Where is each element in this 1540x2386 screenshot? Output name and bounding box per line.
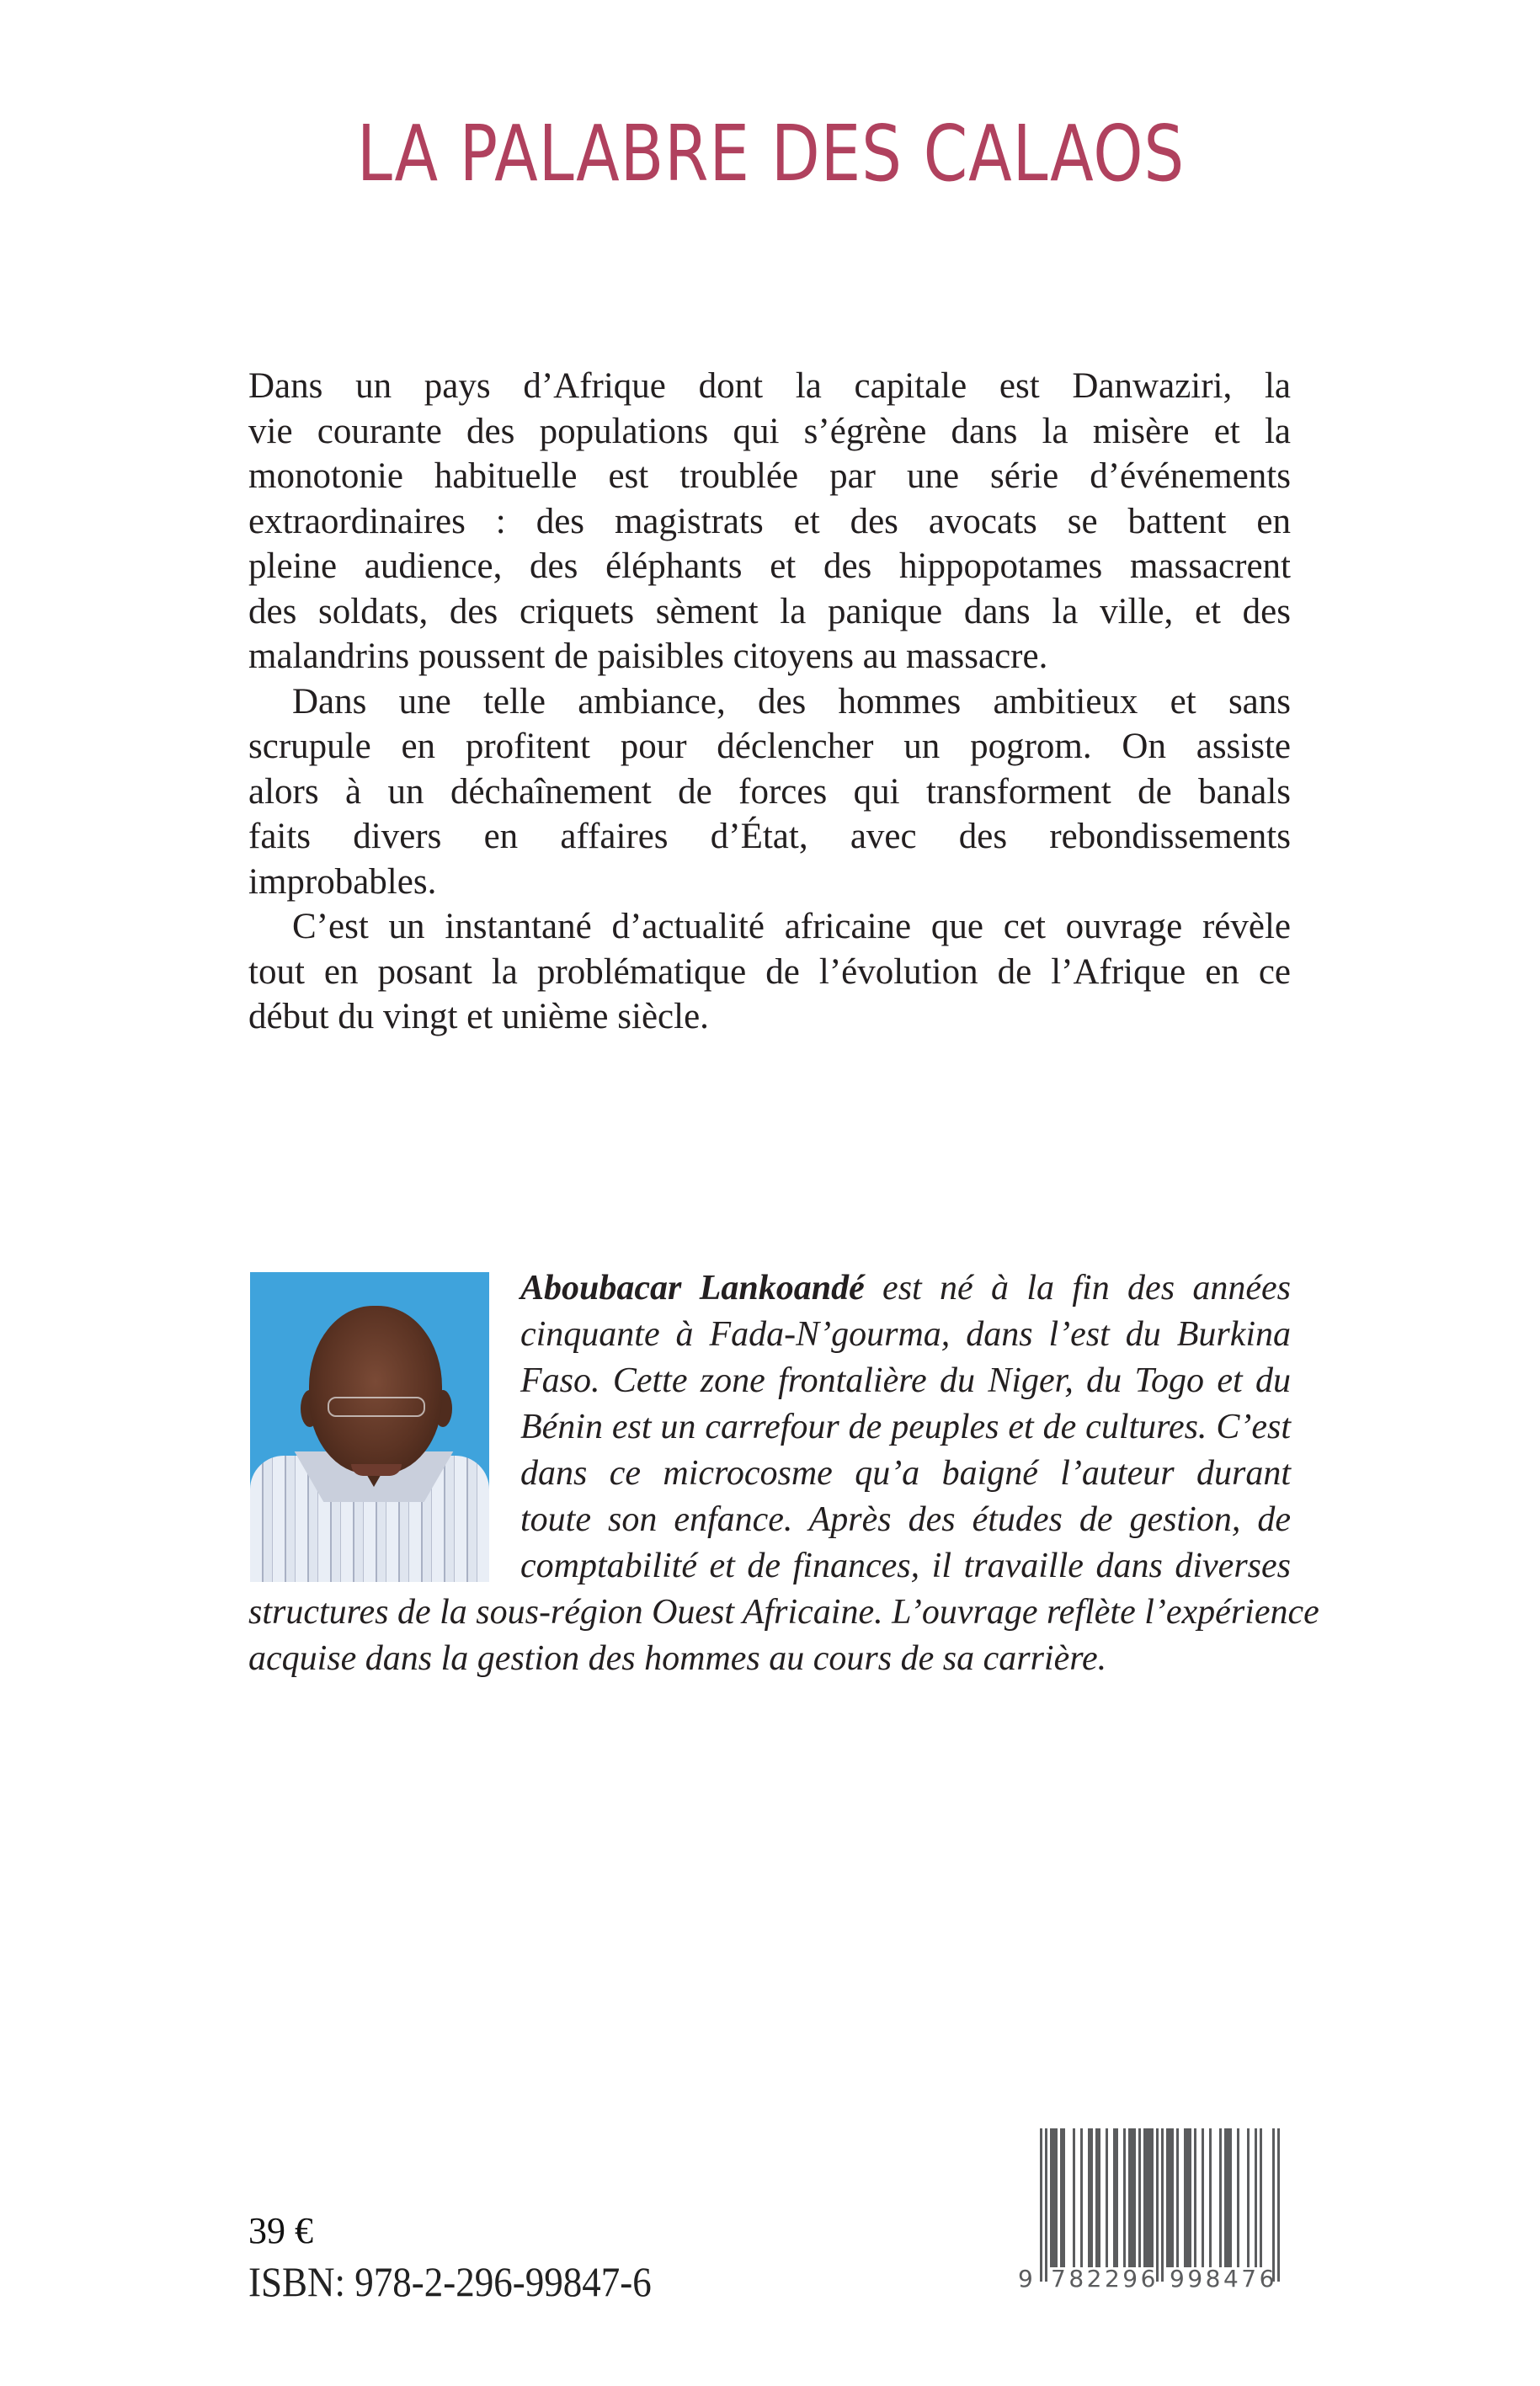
blurb-paragraph-1 <box>248 364 1291 679</box>
text-line: alors à un déchaînement de forces qui transforment de banals <box>248 771 1291 812</box>
ean13-barcode <box>1015 2122 1297 2298</box>
text-line: monotonie habituelle est troublée par une série d’événements <box>248 456 1291 496</box>
text-line: pleine audience, des éléphants et des hippopotames massacrent <box>248 546 1291 586</box>
text-line: Faso. Cette zone frontalière du Niger, du Togo et du <box>520 1361 1291 1400</box>
text-line: comptabilité et de finances, il travaille dans diverses <box>520 1547 1291 1585</box>
text-line: Dans un pays d’Afrique dont la capitale est Danwaziri, la <box>248 366 1291 406</box>
text-line: scrupule en profitent pour déclencher un pogrom. On assiste <box>248 727 1291 766</box>
text-line: vie courante des populations qui s’égrène dans la misère et la <box>248 411 1291 451</box>
text-line: C’est un instantané d’actualité africaine que cet ouvrage révèle <box>292 907 1291 946</box>
text-line: Dans une telle ambiance, des hommes ambitieux et sans <box>292 681 1291 722</box>
text-line: toute son enfance. Après des études de gestion, de <box>520 1500 1291 1539</box>
svg-text:998476: 998476 <box>1170 2265 1277 2293</box>
text-line: structures de la sous-région Ouest Africaine. L’ouvrage reflète l’expérience <box>248 1593 1319 1632</box>
back-cover-blurb <box>248 364 1291 1040</box>
book-title: LA PALABRE DES CALAOS <box>356 109 1186 199</box>
blurb-paragraph-3 <box>248 904 1291 1040</box>
text-line <box>248 1265 1291 1312</box>
text-line: extraordinaires : des magistrats et des avocats se battent en <box>248 501 1291 541</box>
text-line: Bénin est un carrefour de peuples et de cultures. C’est <box>520 1408 1291 1446</box>
text-line: malandrins poussent de paisibles citoyens au massacre. <box>248 636 1048 676</box>
isbn: ISBN: 978-2-296-99847-6 <box>248 2258 652 2305</box>
text-line: faits divers en affaires d’État, avec des rebondissements <box>248 817 1291 856</box>
text-line: cinquante à Fada-N’gourma, dans l’est du Burkina <box>520 1315 1291 1354</box>
barcode-icon <box>1015 2122 1297 2298</box>
text-line: début du vingt et unième siècle. <box>248 997 709 1036</box>
text-line: des soldats, des criquets sèment la panique dans la ville, et des <box>248 591 1291 631</box>
text-line: tout en posant la problématique de l’évolution de l’Afrique en ce <box>248 951 1291 992</box>
author-bio <box>248 1265 1319 1682</box>
svg-text:782296: 782296 <box>1051 2265 1159 2293</box>
text-line: acquise dans la gestion des hommes au cours de sa carrière. <box>248 1639 1107 1678</box>
text-line: dans ce microcosme qu’a baigné l’auteur durant <box>520 1454 1291 1493</box>
blurb-paragraph-2 <box>248 679 1291 905</box>
svg-text:9: 9 <box>1018 2265 1036 2293</box>
bio-text: est né à la fin des années <box>864 1269 1292 1308</box>
price: 39 € <box>248 2210 313 2251</box>
text-line: improbables. <box>248 861 437 902</box>
author-name: Aboubacar Lankoandé <box>520 1269 865 1308</box>
